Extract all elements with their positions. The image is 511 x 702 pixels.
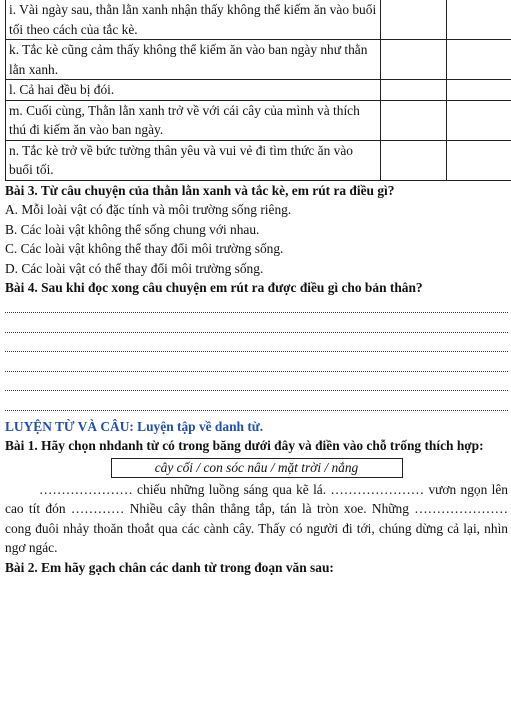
- bai4-answer-lines: [5, 298, 508, 415]
- word-bank-wrap: [5, 458, 508, 478]
- bai3-options: [5, 200, 508, 278]
- bai3-option[interactable]: B. Các loài vật không thể sống chung với nhau.: [5, 221, 260, 237]
- false-box[interactable]: [447, 0, 511, 40]
- table-row: [6, 140, 511, 180]
- false-box[interactable]: [447, 40, 511, 80]
- table-row: [6, 100, 511, 140]
- answer-line[interactable]: [5, 356, 508, 376]
- word-bank: cây cối / con sóc nâu / mặt trời / nắng: [111, 458, 403, 478]
- false-box[interactable]: [447, 80, 511, 101]
- statement-cell: l. Cả hai đều bị đói.: [6, 80, 381, 101]
- true-false-table: [5, 0, 511, 181]
- bai3-option[interactable]: D. Các loài vật có thể thay đổi môi trường sống.: [5, 260, 264, 276]
- bai3-option[interactable]: C. Các loài vật không thể thay đổi môi trường sống.: [5, 241, 284, 256]
- bai3-option[interactable]: A. Mỗi loài vật có đặc tính và môi trường sống riêng.: [5, 202, 292, 217]
- worksheet-page: [5, 0, 508, 577]
- answer-line[interactable]: [5, 395, 508, 415]
- false-box[interactable]: [447, 140, 511, 180]
- table-row: [6, 80, 511, 101]
- true-box[interactable]: [381, 100, 447, 140]
- ex1-paragraph[interactable]: ………………… chiếu những luồng sáng qua kẽ lá. ………………… vươn ngọn lên cao tít đón ………… Nhiều cây thân thẳng tắp, tán là tròn xoe. Những ………………… cong đuôi nhảy thoăn thoắt qua các cành cây. Thấy có người đi tới, chúng dừng cả lại, nhìn ngơ ngác.: [5, 481, 508, 555]
- false-box[interactable]: [447, 100, 511, 140]
- table-row: [6, 0, 511, 40]
- true-box[interactable]: [381, 40, 447, 80]
- bai3-question: Bài 3. Từ câu chuyện của thằn lằn xanh và tắc kè, em rút ra điều gì?: [5, 182, 395, 198]
- section-title: LUYỆN TỪ VÀ CÂU: Luyện tập về danh từ.: [5, 418, 264, 434]
- true-box[interactable]: [381, 140, 447, 180]
- ex2-question: Bài 2. Em hãy gạch chân các danh từ trong đoạn văn sau:: [5, 559, 334, 575]
- ex1-question: Bài 1. Hãy chọn nhdanh từ có trong băng dưới đây và điền vào chỗ trống thích hợp:: [5, 438, 484, 453]
- statement-cell: n. Tắc kè trở về bức tường thân yêu và vui vẻ đi tìm thức ăn vào buổi tối.: [6, 140, 381, 180]
- answer-line[interactable]: [5, 317, 508, 337]
- bai4-question: Bài 4. Sau khi đọc xong câu chuyện em rút ra được điều gì cho bản thân?: [5, 280, 423, 295]
- table-row: [6, 40, 511, 80]
- answer-line[interactable]: [5, 376, 508, 396]
- true-box[interactable]: [381, 80, 447, 101]
- statement-cell: i. Vài ngày sau, thằn lằn xanh nhận thấy không thể kiếm ăn vào buổi tối theo cách của tắc kè.: [6, 0, 381, 40]
- true-box[interactable]: [381, 0, 447, 40]
- statement-cell: m. Cuối cùng, Thằn lằn xanh trở về với cái cây của mình và thích thú đi kiếm ăn vào ban ngày.: [6, 100, 381, 140]
- answer-line[interactable]: [5, 337, 508, 357]
- answer-line[interactable]: [5, 298, 508, 318]
- statement-cell: k. Tắc kè cũng cảm thấy không thể kiếm ăn vào ban ngày như thằn lằn xanh.: [6, 40, 381, 80]
